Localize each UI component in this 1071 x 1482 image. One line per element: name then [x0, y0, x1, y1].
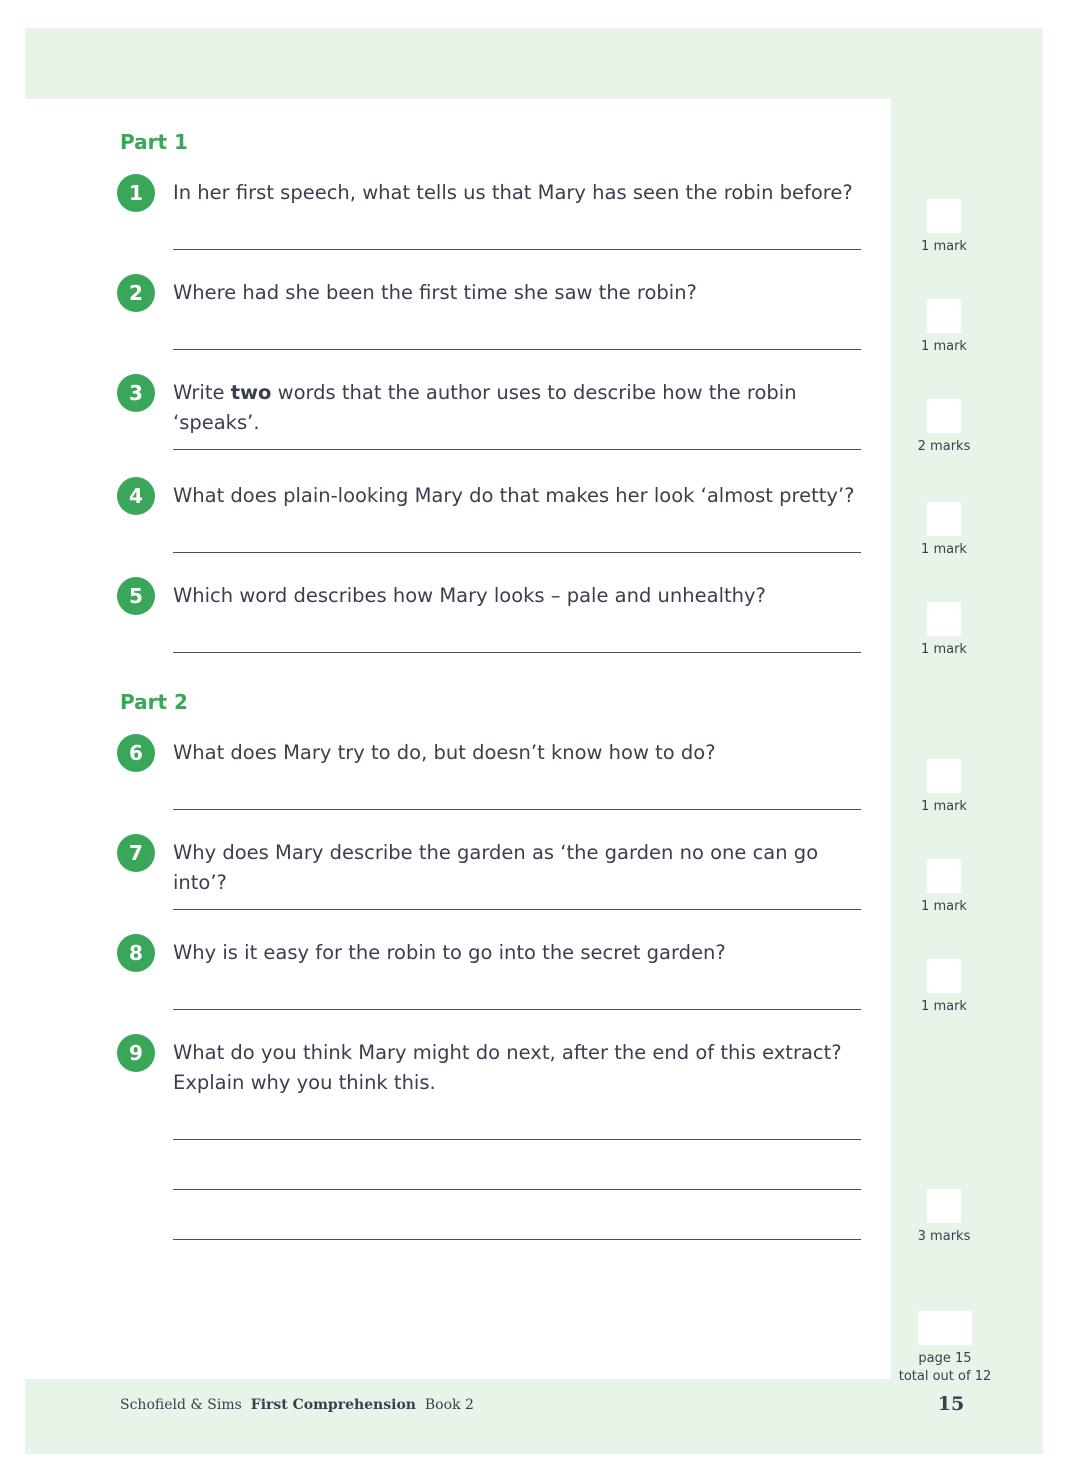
mark-label-6: 1 mark	[921, 799, 967, 814]
question-number-4: 4	[117, 477, 155, 515]
answer-line-9b[interactable]	[173, 1189, 861, 1190]
mark-box-9[interactable]	[927, 1189, 961, 1223]
question-4-text: What does plain-looking Mary do that makes her look ‘almost pretty’?	[173, 484, 855, 507]
mark-box-7[interactable]	[927, 859, 961, 893]
question-9-line-1: What do you think Mary might do next, after the end of this extract?	[173, 1041, 842, 1064]
mark-box-4[interactable]	[927, 502, 961, 536]
mark-label-8: 1 mark	[921, 999, 967, 1014]
mark-box-8[interactable]	[927, 959, 961, 993]
question-8-text: Why is it easy for the robin to go into the secret garden?	[173, 941, 726, 964]
mark-box-3[interactable]	[927, 399, 961, 433]
question-3-text-bold: two	[230, 381, 272, 404]
mark-box-2[interactable]	[927, 299, 961, 333]
mark-label-9: 3 marks	[917, 1229, 971, 1244]
answer-line-7[interactable]	[173, 909, 861, 910]
question-3-text-start: Write	[173, 381, 231, 404]
part-2-heading: Part 2	[120, 690, 188, 714]
footer-title: First Comprehension	[250, 1397, 416, 1413]
question-3-text	[173, 378, 873, 438]
answer-line-6[interactable]	[173, 809, 861, 810]
question-3-text-end: words that the author uses to describe how the robin ‘speaks’.	[173, 381, 797, 434]
mark-box-5[interactable]	[927, 602, 961, 636]
mark-box-6[interactable]	[927, 759, 961, 793]
answer-line-9c[interactable]	[173, 1239, 861, 1240]
question-number-1: 1	[117, 174, 155, 212]
question-9-text	[173, 1038, 873, 1098]
mark-box-1[interactable]	[927, 199, 961, 233]
footer-publisher: Schofield & Sims	[120, 1397, 242, 1413]
mark-label-7: 1 mark	[921, 899, 967, 914]
mark-label-5: 1 mark	[921, 642, 967, 657]
question-2-text: Where had she been the first time she saw the robin?	[173, 281, 697, 304]
question-1-text: In her first speech, what tells us that Mary has seen the robin before?	[173, 181, 853, 204]
part-1-heading: Part 1	[120, 130, 188, 154]
question-number-7: 7	[117, 834, 155, 872]
question-number-5: 5	[117, 577, 155, 615]
answer-line-4[interactable]	[173, 552, 861, 553]
question-6-text: What does Mary try to do, but doesn’t know how to do?	[173, 741, 716, 764]
question-9-line-2: Explain why you think this.	[173, 1071, 436, 1094]
answer-line-2[interactable]	[173, 349, 861, 350]
answer-line-5[interactable]	[173, 652, 861, 653]
page-number: 15	[937, 1393, 965, 1415]
mark-label-1: 1 mark	[921, 239, 967, 254]
question-number-2: 2	[117, 274, 155, 312]
question-7-text: Why does Mary describe the garden as ‘the garden no one can go into’?	[173, 841, 819, 894]
footer-credit	[120, 1397, 474, 1413]
total-box[interactable]	[918, 1311, 972, 1345]
question-5-text: Which word describes how Mary looks – pale and unhealthy?	[173, 584, 766, 607]
question-number-6: 6	[117, 734, 155, 772]
mark-label-3: 2 marks	[917, 439, 971, 454]
total-out-of-label: total out of 12	[898, 1369, 992, 1384]
question-number-8: 8	[117, 934, 155, 972]
mark-label-2: 1 mark	[921, 339, 967, 354]
mark-label-4: 1 mark	[921, 542, 967, 557]
answer-line-8[interactable]	[173, 1009, 861, 1010]
footer-book: Book 2	[424, 1397, 474, 1413]
question-number-3: 3	[117, 374, 155, 412]
question-number-9: 9	[117, 1034, 155, 1072]
answer-line-9a[interactable]	[173, 1139, 861, 1140]
answer-line-1[interactable]	[173, 249, 861, 250]
total-page-label: page 15	[918, 1351, 972, 1366]
answer-line-3[interactable]	[173, 449, 861, 450]
